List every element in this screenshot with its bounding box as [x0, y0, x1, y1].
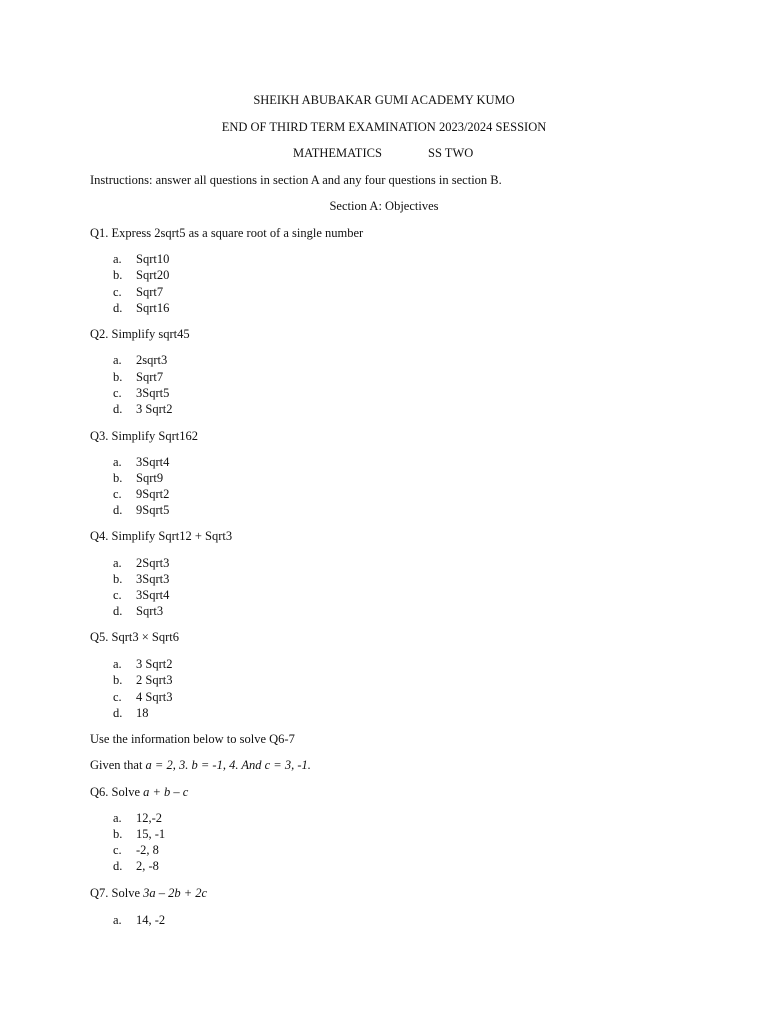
- option-text: 4 Sqrt3: [136, 690, 173, 704]
- info-line: Use the information below to solve Q6-7: [90, 732, 295, 746]
- question-7-prefix: Q7. Solve: [90, 886, 144, 900]
- option-text: 2Sqrt3: [136, 556, 170, 570]
- option-letter: d.: [113, 301, 123, 315]
- option-text: 3Sqrt4: [136, 455, 170, 469]
- question-5: Q5. Sqrt3 × Sqrt6: [90, 630, 180, 644]
- question-1: Q1. Express 2sqrt5 as a square root of a single number: [90, 226, 364, 240]
- option-letter: d.: [113, 503, 123, 517]
- option-letter: d.: [113, 706, 123, 720]
- question-7-expression: 3a – 2b + 2c: [143, 886, 208, 900]
- option-text: 3Sqrt3: [136, 572, 170, 586]
- option-letter: c.: [113, 386, 122, 400]
- class-name: SS TWO: [428, 146, 474, 160]
- option-letter: d.: [113, 604, 123, 618]
- option-text: 3 Sqrt2: [136, 402, 173, 416]
- option-text: Sqrt10: [136, 252, 170, 266]
- option-letter: b.: [113, 572, 123, 586]
- option-text: 12,-2: [136, 811, 163, 825]
- option-letter: a.: [113, 913, 122, 927]
- option-letter: c.: [113, 588, 122, 602]
- option-text: 3 Sqrt2: [136, 657, 173, 671]
- option-letter: c.: [113, 690, 122, 704]
- option-text: Sqrt7: [136, 285, 164, 299]
- option-text: 2 Sqrt3: [136, 673, 173, 687]
- option-letter: a.: [113, 353, 122, 367]
- option-letter: c.: [113, 843, 122, 857]
- school-name: SHEIKH ABUBAKAR GUMI ACADEMY KUMO: [253, 93, 515, 107]
- option-text: 9Sqrt2: [136, 487, 170, 501]
- given-expression: a = 2, 3. b = -1, 4. And c = 3, -1.: [145, 758, 311, 772]
- option-text: Sqrt9: [136, 471, 164, 485]
- option-letter: a.: [113, 657, 122, 671]
- option-letter: b.: [113, 471, 123, 485]
- question-4: Q4. Simplify Sqrt12 + Sqrt3: [90, 529, 233, 543]
- option-letter: b.: [113, 673, 123, 687]
- question-6-prefix: Q6. Solve: [90, 785, 144, 799]
- question-7: [90, 886, 207, 901]
- option-text: 2sqrt3: [136, 353, 168, 367]
- exam-title: END OF THIRD TERM EXAMINATION 2023/2024 SESSION: [221, 120, 547, 134]
- option-text: Sqrt16: [136, 301, 170, 315]
- question-3: Q3. Simplify Sqrt162: [90, 429, 198, 443]
- option-text: -2, 8: [136, 843, 159, 857]
- question-2: Q2. Simplify sqrt45: [90, 327, 190, 341]
- option-letter: a.: [113, 811, 122, 825]
- option-text: 14, -2: [136, 913, 166, 927]
- question-6: [90, 785, 188, 800]
- option-text: 18: [136, 706, 149, 720]
- instructions: Instructions: answer all questions in section A and any four questions in section B.: [90, 173, 502, 187]
- option-text: 2, -8: [136, 859, 159, 873]
- option-letter: a.: [113, 252, 122, 266]
- option-letter: d.: [113, 402, 123, 416]
- option-letter: b.: [113, 268, 123, 282]
- option-text: Sqrt7: [136, 370, 164, 384]
- option-text: 3Sqrt4: [136, 588, 170, 602]
- section-title: Section A: Objectives: [329, 199, 439, 213]
- given-prefix: Given that: [90, 758, 146, 772]
- option-text: Sqrt20: [136, 268, 170, 282]
- subject-name: MATHEMATICS: [293, 146, 382, 160]
- option-text: 15, -1: [136, 827, 166, 841]
- given-line: [90, 758, 311, 773]
- question-6-expression: a + b – c: [143, 785, 189, 799]
- option-letter: a.: [113, 556, 122, 570]
- option-text: Sqrt3: [136, 604, 164, 618]
- option-letter: b.: [113, 827, 123, 841]
- option-letter: c.: [113, 487, 122, 501]
- option-text: 3Sqrt5: [136, 386, 170, 400]
- option-letter: b.: [113, 370, 123, 384]
- option-letter: d.: [113, 859, 123, 873]
- option-letter: a.: [113, 455, 122, 469]
- option-letter: c.: [113, 285, 122, 299]
- option-text: 9Sqrt5: [136, 503, 170, 517]
